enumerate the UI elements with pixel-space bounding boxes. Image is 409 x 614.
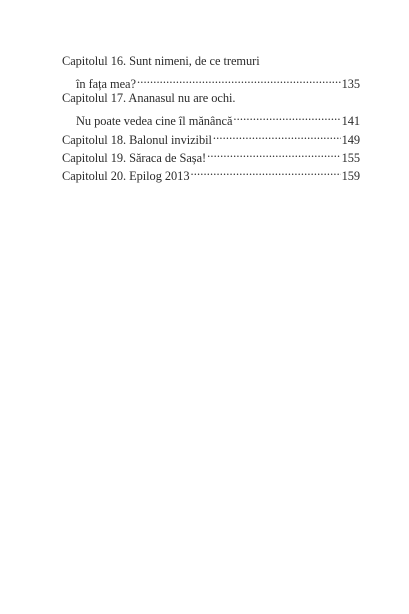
toc-entry-line — [62, 52, 360, 70]
toc-entry-title-continued: Nu poate vedea cine îl mănâncă — [76, 114, 233, 128]
toc-entry-title-continued: în fața mea? — [76, 77, 136, 91]
toc-entry-title: Capitolul 19. Săraca de Sașa! — [62, 151, 207, 165]
toc-entry-chapter-16 — [62, 52, 360, 91]
toc-entry-chapter-17 — [62, 89, 360, 128]
toc-entry-title: Capitolul 20. Epilog 2013 — [62, 169, 190, 183]
toc-entry-line — [62, 70, 360, 91]
toc-entry-line — [62, 107, 360, 128]
toc-page-number: 155 — [341, 151, 360, 165]
table-of-contents — [62, 52, 360, 183]
dot-leader — [137, 70, 341, 88]
toc-entry-title: Capitolul 16. Sunt nimeni, de ce tremuri — [62, 54, 260, 68]
toc-page-number: 159 — [341, 169, 360, 183]
dot-leader — [207, 144, 340, 162]
toc-entry-line — [62, 89, 360, 107]
toc-page-number: 135 — [341, 77, 360, 91]
toc-page-number: 149 — [341, 133, 360, 147]
dot-leader — [233, 107, 340, 125]
toc-entry-title: Capitolul 18. Balonul invizibil — [62, 133, 212, 147]
toc-entry-title: Capitolul 17. Ananasul nu are ochi. — [62, 91, 236, 105]
dot-leader — [213, 126, 341, 144]
dot-leader — [190, 162, 340, 180]
toc-page-number: 141 — [341, 114, 360, 128]
